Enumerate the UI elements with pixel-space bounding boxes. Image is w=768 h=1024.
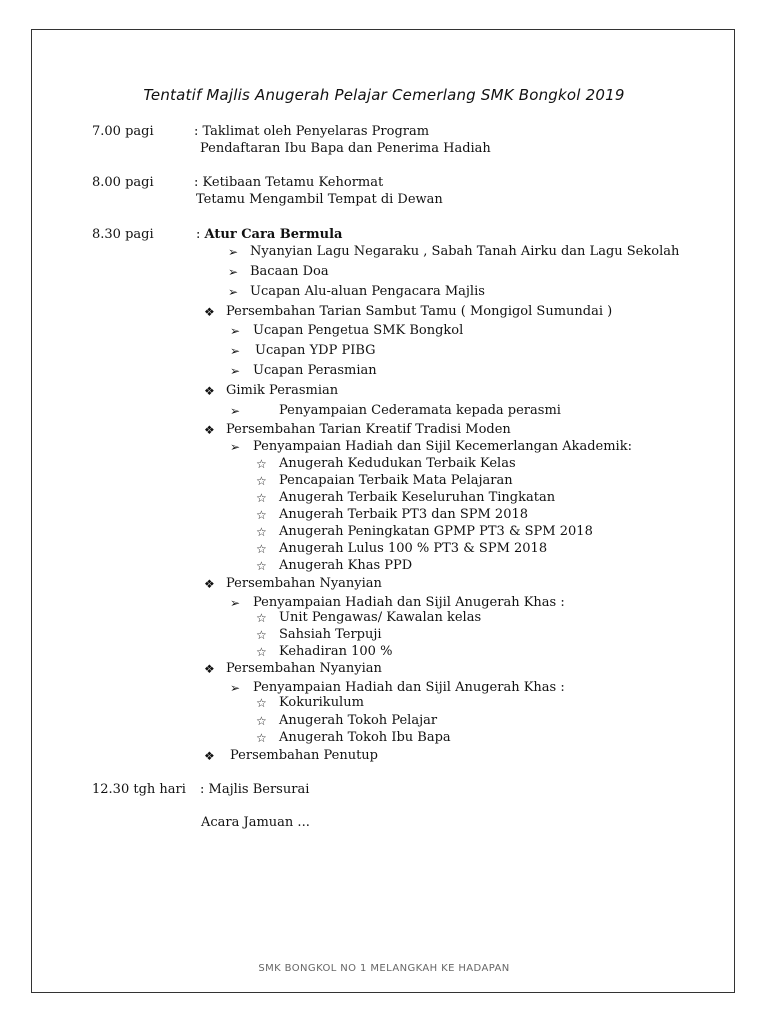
arrow-bullet-icon: ➢ xyxy=(228,265,239,279)
arrow-bullet-icon: ➢ xyxy=(230,344,241,358)
diamond-bullet-icon: ❖ xyxy=(204,423,215,437)
programme-item: Anugerah Terbaik PT3 dan SPM 2018 xyxy=(279,507,529,522)
arrow-bullet-icon: ➢ xyxy=(228,285,239,299)
programme-item: Ucapan Pengetua SMK Bongkol xyxy=(253,323,464,338)
programme-item: Persembahan Tarian Sambut Tamu ( Mongigol Sumundai ) xyxy=(226,304,613,319)
schedule-text: : Ketibaan Tetamu Kehormat xyxy=(194,175,384,190)
programme-item: Pencapaian Terbaik Mata Pelajaran xyxy=(279,473,513,488)
programme-item: Bacaan Doa xyxy=(250,264,329,279)
programme-item: Ucapan Alu-aluan Pengacara Majlis xyxy=(250,284,485,299)
arrow-bullet-icon: ➢ xyxy=(230,681,241,695)
star-bullet-icon: ☆ xyxy=(256,628,267,642)
star-bullet-icon: ☆ xyxy=(256,559,267,573)
time-label: 8.30 pagi xyxy=(92,227,154,242)
time-label: 8.00 pagi xyxy=(92,175,154,190)
programme-item: Anugerah Peningkatan GPMP PT3 & SPM 2018 xyxy=(279,524,593,539)
schedule-text: Pendaftaran Ibu Bapa dan Penerima Hadiah xyxy=(200,141,491,156)
arrow-bullet-icon: ➢ xyxy=(230,364,241,378)
programme-item: Anugerah Tokoh Pelajar xyxy=(279,713,438,728)
programme-item: Sahsiah Terpuji xyxy=(279,627,382,642)
star-bullet-icon: ☆ xyxy=(256,611,267,625)
arrow-bullet-icon: ➢ xyxy=(228,245,239,259)
programme-item: Penyampaian Cederamata kepada perasmi xyxy=(279,403,561,418)
diamond-bullet-icon: ❖ xyxy=(204,662,215,676)
programme-item: Gimik Perasmian xyxy=(226,383,339,398)
programme-item: Penyampaian Hadiah dan Sijil Anugerah Khas : xyxy=(253,595,565,610)
programme-item: Persembahan Tarian Kreatif Tradisi Moden xyxy=(226,422,511,437)
arrow-bullet-icon: ➢ xyxy=(230,596,241,610)
programme-item: Anugerah Kedudukan Terbaik Kelas xyxy=(279,456,516,471)
programme-item: Kehadiran 100 % xyxy=(279,644,393,659)
schedule-text: Acara Jamuan ... xyxy=(201,815,310,830)
programme-item: Unit Pengawas/ Kawalan kelas xyxy=(279,610,482,625)
star-bullet-icon: ☆ xyxy=(256,491,267,505)
star-bullet-icon: ☆ xyxy=(256,731,267,745)
programme-item: Persembahan Nyanyian xyxy=(226,661,382,676)
programme-item: Anugerah Terbaik Keseluruhan Tingkatan xyxy=(279,490,556,505)
diamond-bullet-icon: ❖ xyxy=(204,305,215,319)
star-bullet-icon: ☆ xyxy=(256,542,267,556)
diamond-bullet-icon: ❖ xyxy=(204,384,215,398)
programme-item: Ucapan Perasmian xyxy=(253,363,377,378)
programme-item: Anugerah Lulus 100 % PT3 & SPM 2018 xyxy=(279,541,548,556)
programme-item: Penyampaian Hadiah dan Sijil Anugerah Khas : xyxy=(253,680,565,695)
document-title: Tentatif Majlis Anugerah Pelajar Cemerlang SMK Bongkol 2019 xyxy=(143,86,625,104)
arrow-bullet-icon: ➢ xyxy=(230,404,241,418)
star-bullet-icon: ☆ xyxy=(256,508,267,522)
star-bullet-icon: ☆ xyxy=(256,525,267,539)
schedule-text: : Majlis Bersurai xyxy=(200,782,310,797)
footer-motto: SMK BONGKOL NO 1 MELANGKAH KE HADAPAN xyxy=(258,963,510,974)
star-bullet-icon: ☆ xyxy=(256,714,267,728)
programme-item: Ucapan YDP PIBG xyxy=(255,343,376,358)
schedule-heading: : Atur Cara Bermula xyxy=(196,227,343,242)
star-bullet-icon: ☆ xyxy=(256,696,267,710)
star-bullet-icon: ☆ xyxy=(256,457,267,471)
schedule-text: Tetamu Mengambil Tempat di Dewan xyxy=(196,192,443,207)
programme-item: Persembahan Nyanyian xyxy=(226,576,382,591)
arrow-bullet-icon: ➢ xyxy=(230,324,241,338)
diamond-bullet-icon: ❖ xyxy=(204,577,215,591)
diamond-bullet-icon: ❖ xyxy=(204,749,215,763)
programme-item: Anugerah Tokoh Ibu Bapa xyxy=(279,730,451,745)
programme-item: Nyanyian Lagu Negaraku , Sabah Tanah Airku dan Lagu Sekolah xyxy=(250,244,680,259)
arrow-bullet-icon: ➢ xyxy=(230,440,241,454)
star-bullet-icon: ☆ xyxy=(256,645,267,659)
time-label: 12.30 tgh hari xyxy=(92,782,186,797)
schedule-text: : Taklimat oleh Penyelaras Program xyxy=(194,124,430,139)
programme-item: Penyampaian Hadiah dan Sijil Kecemerlangan Akademik: xyxy=(253,439,632,454)
programme-item: Anugerah Khas PPD xyxy=(279,558,413,573)
programme-item: Kokurikulum xyxy=(279,695,364,710)
time-label: 7.00 pagi xyxy=(92,124,154,139)
programme-item: Persembahan Penutup xyxy=(230,748,378,763)
star-bullet-icon: ☆ xyxy=(256,474,267,488)
